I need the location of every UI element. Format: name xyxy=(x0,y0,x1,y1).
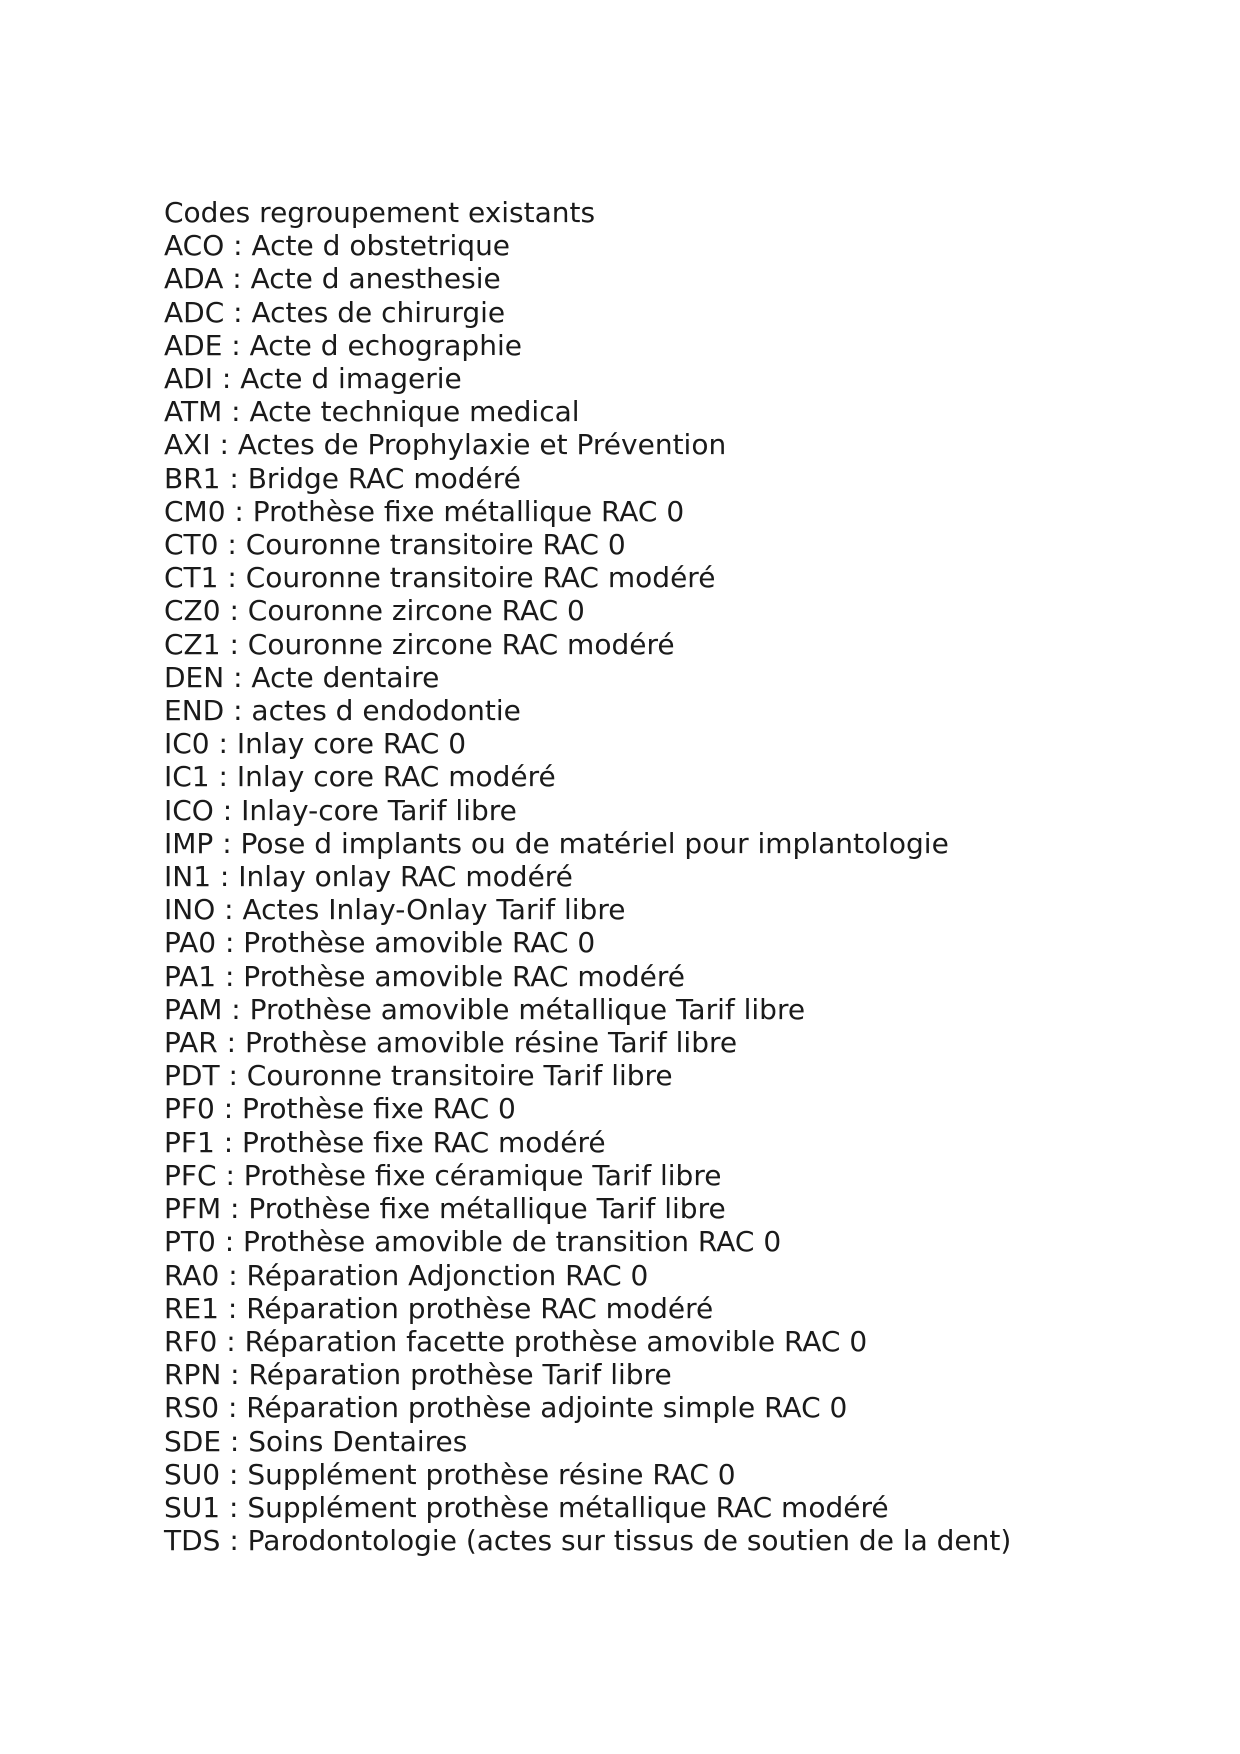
code-item: CZ0 : Couronne zircone RAC 0 xyxy=(164,594,585,628)
code-item: IN1 : Inlay onlay RAC modéré xyxy=(164,860,573,894)
code-item: PA0 : Prothèse amovible RAC 0 xyxy=(164,926,596,960)
code-item: RPN : Réparation prothèse Tarif libre xyxy=(164,1358,672,1392)
code-list xyxy=(164,229,1214,1557)
code-item: PFC : Prothèse fixe céramique Tarif libre xyxy=(164,1158,722,1192)
document-body xyxy=(164,196,1214,1557)
code-item: TDS : Parodontologie (actes sur tissus de soutien de la dent) xyxy=(164,1524,1012,1558)
code-item: CT0 : Couronne transitoire RAC 0 xyxy=(164,528,626,562)
code-item: PFM : Prothèse fixe métallique Tarif libre xyxy=(164,1192,726,1226)
code-item: ADC : Actes de chirurgie xyxy=(164,295,506,329)
code-item: CT1 : Couronne transitoire RAC modéré xyxy=(164,561,716,595)
code-item: ADI : Acte d imagerie xyxy=(164,362,462,396)
code-item: PAM : Prothèse amovible métallique Tarif libre xyxy=(164,992,806,1026)
code-item: PDT : Couronne transitoire Tarif libre xyxy=(164,1059,673,1093)
document-title: Codes regroupement existants xyxy=(164,196,596,229)
code-item: SU0 : Supplément prothèse résine RAC 0 xyxy=(164,1457,736,1491)
code-item: ATM : Acte technique medical xyxy=(164,395,580,429)
code-item: CZ1 : Couronne zircone RAC modéré xyxy=(164,627,675,661)
code-item: END : actes d endodontie xyxy=(164,694,521,728)
code-item: BR1 : Bridge RAC modéré xyxy=(164,461,521,495)
code-item: PF0 : Prothèse fixe RAC 0 xyxy=(164,1092,516,1126)
code-item: CM0 : Prothèse fixe métallique RAC 0 xyxy=(164,494,685,528)
code-item: PT0 : Prothèse amovible de transition RAC 0 xyxy=(164,1225,782,1259)
code-item: PF1 : Prothèse fixe RAC modéré xyxy=(164,1125,606,1159)
code-item: SU1 : Supplément prothèse métallique RAC modéré xyxy=(164,1490,889,1524)
code-item: ICO : Inlay-core Tarif libre xyxy=(164,793,517,827)
code-item: DEN : Acte dentaire xyxy=(164,660,440,694)
code-item: INO : Actes Inlay-Onlay Tarif libre xyxy=(164,893,626,927)
code-item: PAR : Prothèse amovible résine Tarif libre xyxy=(164,1026,738,1060)
code-item: ADA : Acte d anesthesie xyxy=(164,262,501,296)
code-item: RF0 : Réparation facette prothèse amovible RAC 0 xyxy=(164,1324,868,1358)
code-item: IC0 : Inlay core RAC 0 xyxy=(164,727,467,761)
code-item: ACO : Acte d obstetrique xyxy=(164,229,511,263)
code-item: ADE : Acte d echographie xyxy=(164,328,522,362)
code-item: RE1 : Réparation prothèse RAC modéré xyxy=(164,1291,714,1325)
code-item: AXI : Actes de Prophylaxie et Prévention xyxy=(164,428,727,462)
code-item: SDE : Soins Dentaires xyxy=(164,1424,468,1458)
code-item: RA0 : Réparation Adjonction RAC 0 xyxy=(164,1258,649,1292)
code-item: IMP : Pose d implants ou de matériel pour implantologie xyxy=(164,826,949,860)
code-item: PA1 : Prothèse amovible RAC modéré xyxy=(164,959,685,993)
code-item: RS0 : Réparation prothèse adjointe simple RAC 0 xyxy=(164,1391,848,1425)
code-item: IC1 : Inlay core RAC modéré xyxy=(164,760,556,794)
